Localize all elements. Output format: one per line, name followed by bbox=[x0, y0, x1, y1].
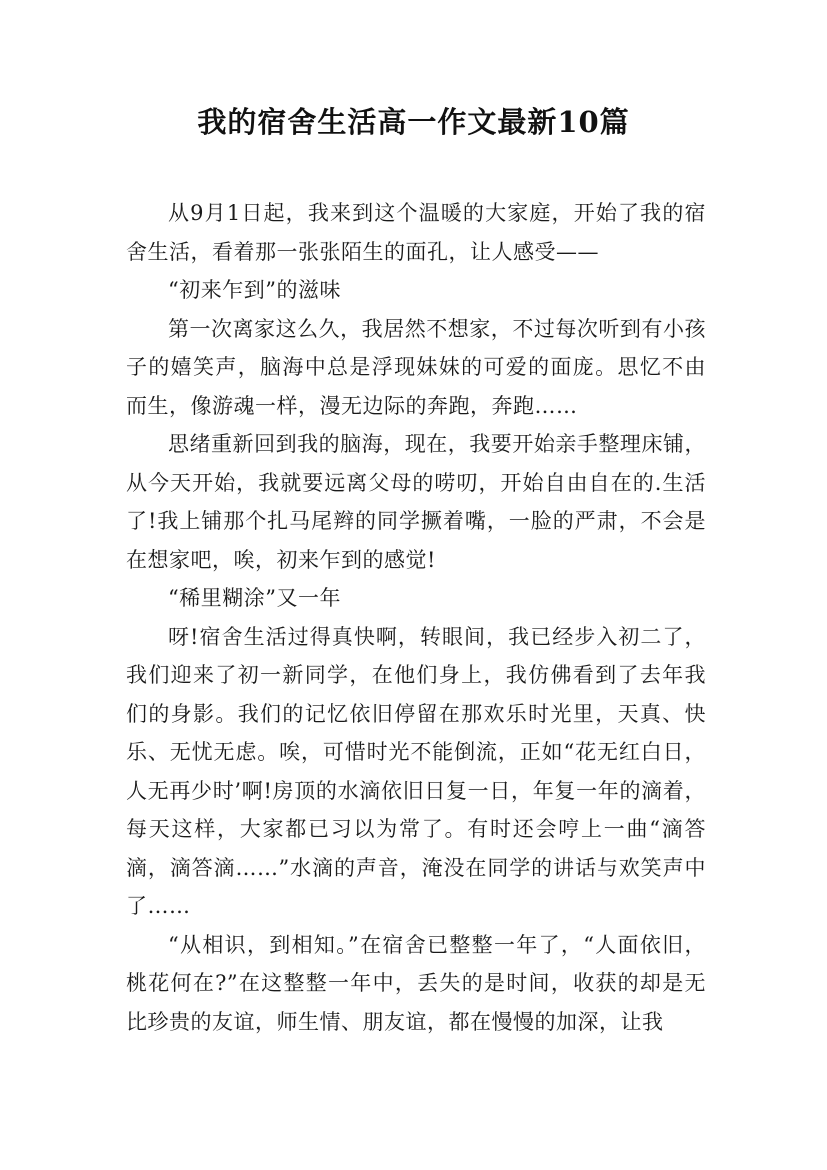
section-heading-another-year: “稀里糊涂”又一年 bbox=[168, 586, 341, 610]
paragraph-1: 从9月1日起，我来到这个温暖的大家庭，开始了我的宿舍生活，看着那一张张陌生的面孔，让人感受—— bbox=[126, 201, 706, 264]
paragraph-3: 思绪重新回到我的脑海，现在，我要开始亲手整理床铺，从今天开始，我就要远离父母的唠叨，开始自由自在的.生活了!我上铺那个扎马尾辫的同学撅着嘴，一脸的严肃，不会是在想家吧，唉，初来乍到的感觉! bbox=[126, 432, 706, 572]
paragraph-4: 呀!宿舍生活过得真快啊，转眼间，我已经步入初二了，我们迎来了初一新同学，在他们身上，我仿佛看到了去年我们的身影。我们的记忆依旧停留在那欢乐时光里，天真、快乐、无忧无虑。唉，可惜时光不能倒流，正如“花无红白日，人无再少时’啊!房顶的水滴依旧日复一日，年复一年的滴着，每天这样，大家都已习以为常了。有时还会哼上一曲“滴答滴，滴答滴……”水滴的声音，淹没在同学的讲话与欢笑声中了…… bbox=[126, 624, 706, 918]
paragraph-2: 第一次离家这么久，我居然不想家，不过每次听到有小孩子的嬉笑声，脑海中总是浮现妹妹的可爱的面庞。思忆不由而生，像游魂一样，漫无边际的奔跑，奔跑…… bbox=[126, 316, 706, 418]
section-heading-first-arrival: “初来乍到”的滋味 bbox=[168, 278, 341, 302]
document-body bbox=[126, 194, 706, 1041]
document-title: 我的宿舍生活高一作文最新10篇 bbox=[197, 105, 630, 139]
paragraph-5: “从相识，到相知。”在宿舍已整整一年了，“人面依旧，桃花何在?”在这整整一年中，丢失的是时间，收获的却是无比珍贵的友谊，师生情、朋友谊，都在慢慢的加深，让我 bbox=[126, 932, 706, 1034]
